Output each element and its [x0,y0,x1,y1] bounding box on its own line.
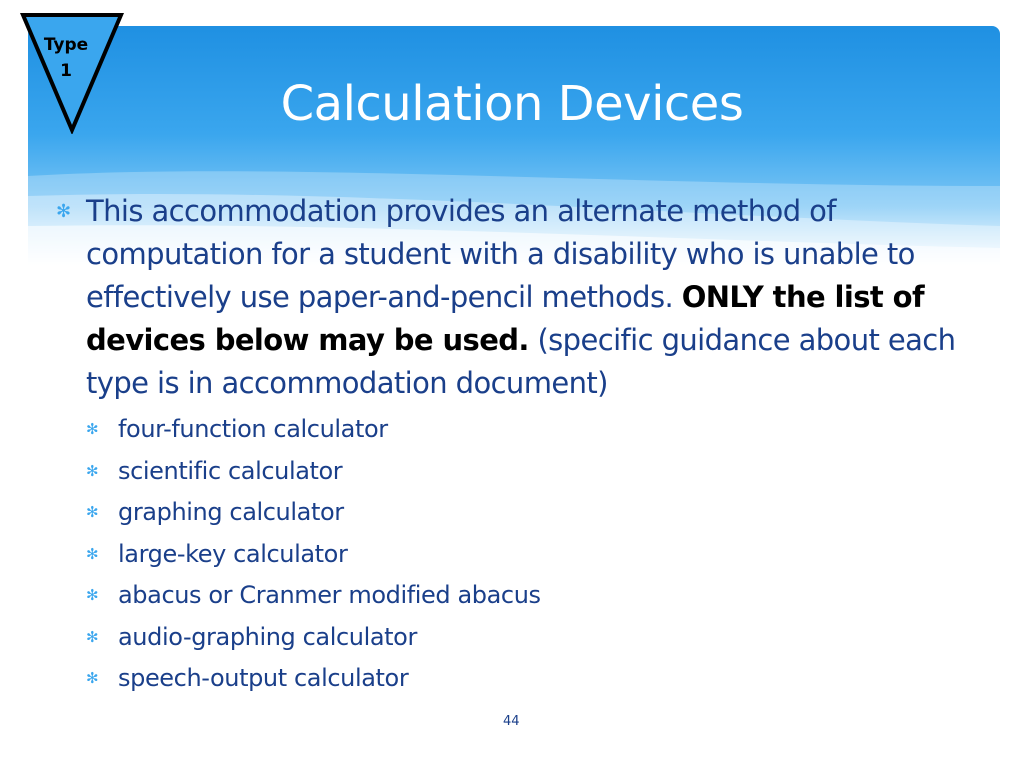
list-item [86,492,996,534]
type-badge-line1: Type [43,35,89,55]
device-list [56,409,996,700]
device-label: scientific calculator [118,456,343,485]
asterisk-bullet-icon: ✻ [86,627,99,646]
list-item [86,575,996,617]
asterisk-bullet-icon: ✻ [56,201,71,222]
page-number: 44 [503,714,520,729]
device-label: four-function calculator [118,415,388,443]
list-item [86,534,996,576]
asterisk-bullet-icon: ✻ [86,669,99,687]
type-badge-line2: 1 [60,61,72,81]
asterisk-bullet-icon: ✻ [86,503,99,521]
main-bullet-paragraph [56,190,996,405]
body-text-start: This accommodation provides an alternate method of computation for a student with a disability who is unable to effectively use paper-and-pencil methods. [86,194,915,314]
device-label: graphing calculator [118,498,344,526]
asterisk-bullet-icon: ✻ [86,461,99,480]
device-label: large-key calculator [118,539,348,568]
slide-title: Calculation Devices [280,76,744,132]
list-item [86,658,996,700]
type-badge-label [20,32,112,84]
device-label: audio-graphing calculator [118,622,417,651]
device-label: abacus or Cranmer modified abacus [118,581,541,609]
list-item [86,409,996,451]
device-label: speech-output calculator [118,664,409,692]
slide-content [56,190,996,700]
list-item [86,451,996,493]
asterisk-bullet-icon: ✻ [86,420,99,438]
asterisk-bullet-icon: ✻ [86,544,99,563]
asterisk-bullet-icon: ✻ [86,586,99,604]
list-item [86,617,996,659]
body-emphasis: ONLY the list of devices below may be used. [86,280,924,357]
body-text-end: (specific guidance about each type is in accommodation document) [86,323,956,400]
